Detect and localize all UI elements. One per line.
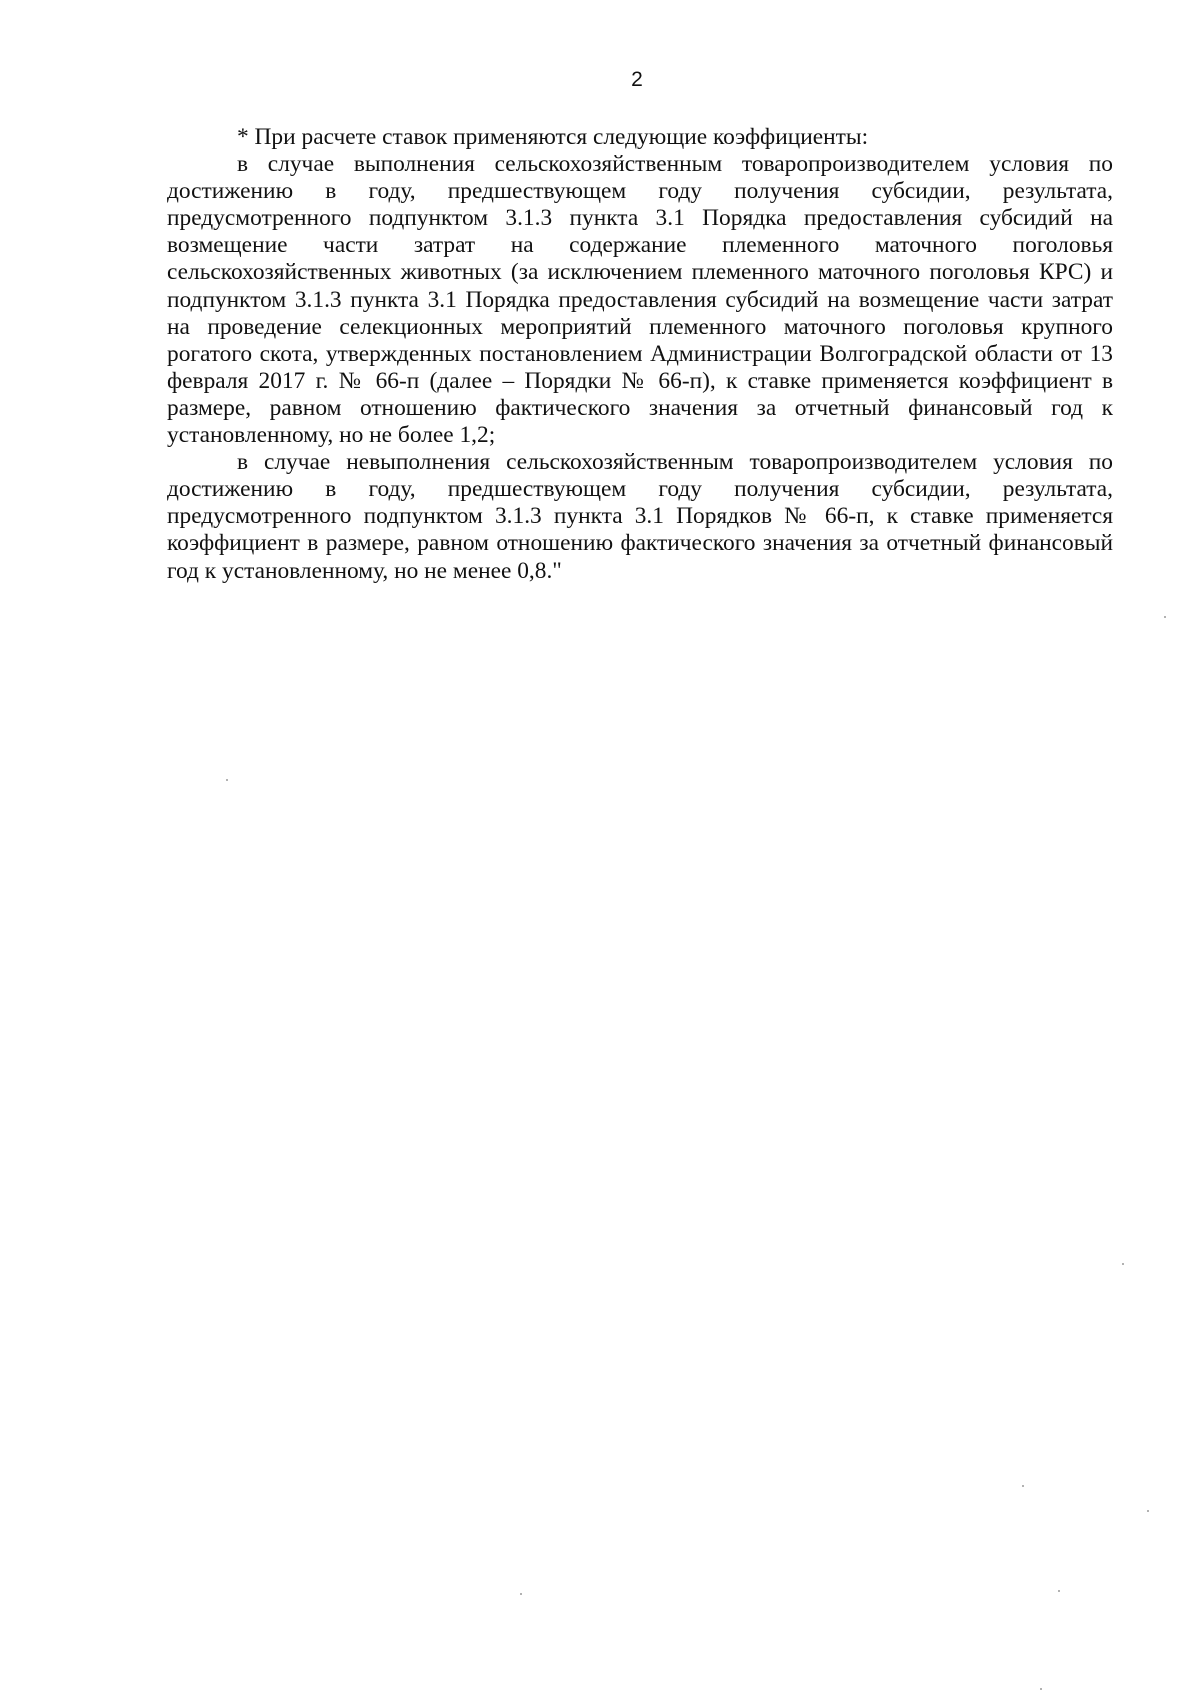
scan-speck <box>1122 1263 1124 1265</box>
paragraph-condition-not-met: в случае невыполнения сельскохозяйственным товаропроизводителем условия по достижению в году, предшествующем году получения субсидии, результата, предусмотренного подпунктом 3.1.3 пункта 3.1 Порядков № 66-п, к ставке применяется коэффициент в размере, равном отношению фактического значения за отчетный финансовый год к установленному, но не менее 0,8." <box>167 449 1113 584</box>
document-body <box>167 124 1113 585</box>
scan-speck <box>1040 1688 1042 1690</box>
scan-speck <box>1022 1485 1024 1487</box>
paragraph-coefficients-intro: * При расчете ставок применяются следующие коэффициенты: <box>237 124 869 150</box>
scan-speck <box>226 779 228 781</box>
scan-speck <box>1164 616 1166 618</box>
scan-speck <box>520 1593 522 1595</box>
scan-speck <box>1147 1510 1149 1512</box>
page-number: 2 <box>631 68 643 91</box>
paragraph-condition-met: в случае выполнения сельскохозяйственным товаропроизводителем условия по достижению в году, предшествующем году получения субсидии, результата, предусмотренного подпунктом 3.1.3 пункта 3.1 Порядка предоставления субсидий на возмещение части затрат на содержание племенного маточного поголовья сельскохозяйственных животных (за исключением племенного маточного поголовья КРС) и подпунктом 3.1.3 пункта 3.1 Порядка предоставления субсидий на возмещение части затрат на проведение селекционных мероприятий племенного маточного поголовья крупного рогатого скота, утвержденных постановлением Администрации Волгоградской области от 13 февраля 2017 г. № 66-п (далее – Порядки № 66-п), к ставке применяется коэффициент в размере, равном отношению фактического значения за отчетный финансовый год к установленному, но не более 1,2; <box>167 151 1113 449</box>
scan-speck <box>1058 1590 1060 1592</box>
